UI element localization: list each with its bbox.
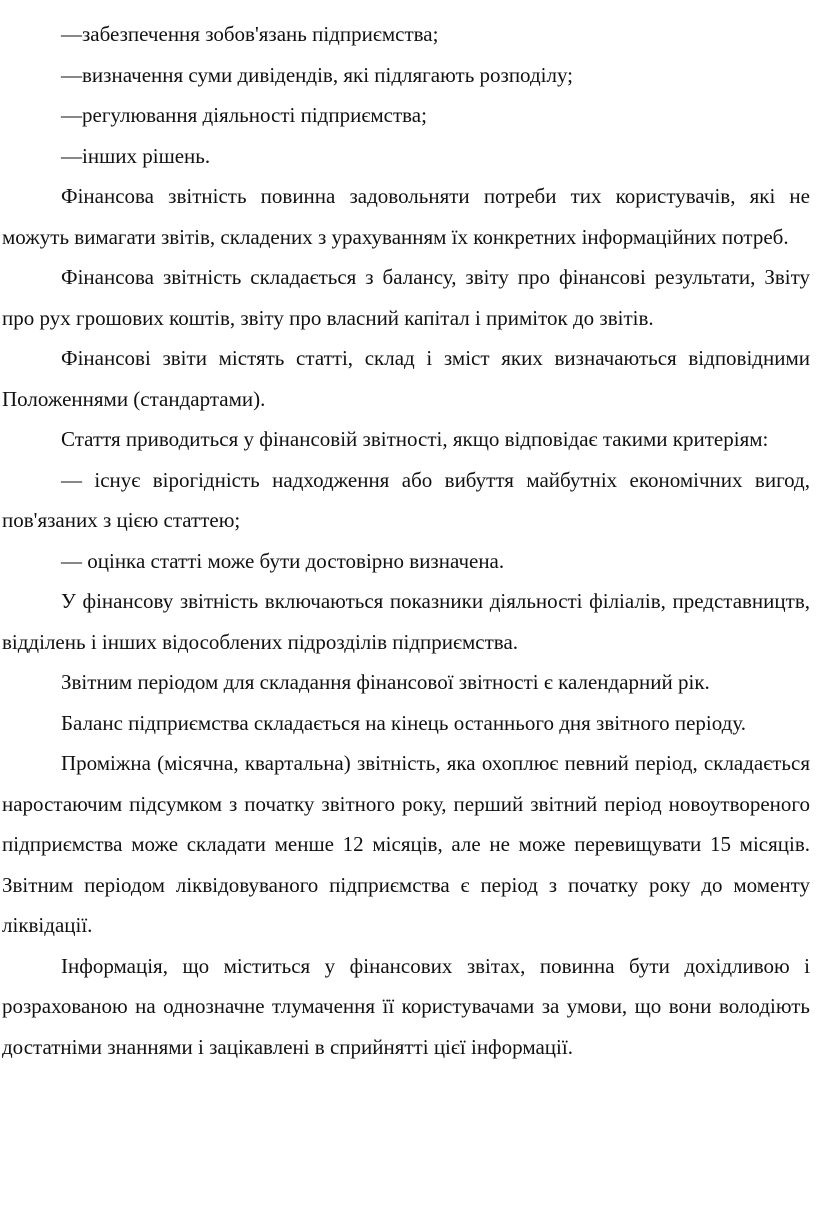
paragraph-report-composition: Фінансова звітність складається з балансу, звіту про фінансові результати, Звіту про рух грошових коштів, звіту про власний капітал і приміток до звітів. — [2, 265, 810, 330]
list-item-obligations: —забезпечення зобов'язань підприємства; — [61, 22, 439, 46]
list-item-regulation: —регулювання діяльності підприємства; — [61, 103, 427, 127]
paragraph-branches: У фінансову звітність включаються показники діяльності філіалів, представництв, відділень і інших відособлених підрозділів підприємства. — [2, 589, 810, 654]
paragraph-information-clarity: Інформація, що міститься у фінансових звітах, повинна бути дохідливою і розрахованою на однозначне тлумачення її користувачами за умови, що вони володіють достатніми знаннями і зацікавлені в сприйнятті цієї інформації. — [2, 953, 810, 1059]
list-item-dividends: —визначення суми дивідендів, які підлягають розподілу; — [61, 62, 574, 87]
paragraph-report-items: Фінансові звіти містять статті, склад і зміст яких визначаються відповідними Положеннями (стандартами). — [2, 346, 810, 411]
paragraph-interim-reporting: Проміжна (місячна, квартальна) звітність, яка охоплює певний період, складається наростаючим підсумком з початку звітного року, перший звітний період новоутвореного підприємства може складати менше 12 місяців, але не може перевищувати 15 місяців. Звітним періодом ліквідовуваного підприємства є період з початку року до моменту ліквідації. — [2, 751, 810, 937]
criterion-probability: — існує вірогідність надходження або вибуття майбутніх економічних вигод, пов'язаних з цією статтею; — [2, 467, 810, 532]
criterion-reliable-measure: — оцінка статті може бути достовірно визначена. — [61, 548, 505, 573]
paragraph-balance-date: Баланс підприємства складається на кінець останнього дня звітного періоду. — [61, 710, 746, 735]
paragraph-user-needs: Фінансова звітність повинна задовольняти потреби тих користувачів, які не можуть вимагати звітів, складених з урахуванням їх конкретних інформаційних потреб. — [2, 184, 810, 249]
paragraph-reporting-period: Звітним періодом для складання фінансової звітності є календарний рік. — [61, 670, 710, 694]
paragraph-item-criteria: Стаття приводиться у фінансовій звітності, якщо відповідає такими критеріям: — [61, 427, 769, 451]
list-item-other-decisions: —інших рішень. — [61, 143, 211, 168]
